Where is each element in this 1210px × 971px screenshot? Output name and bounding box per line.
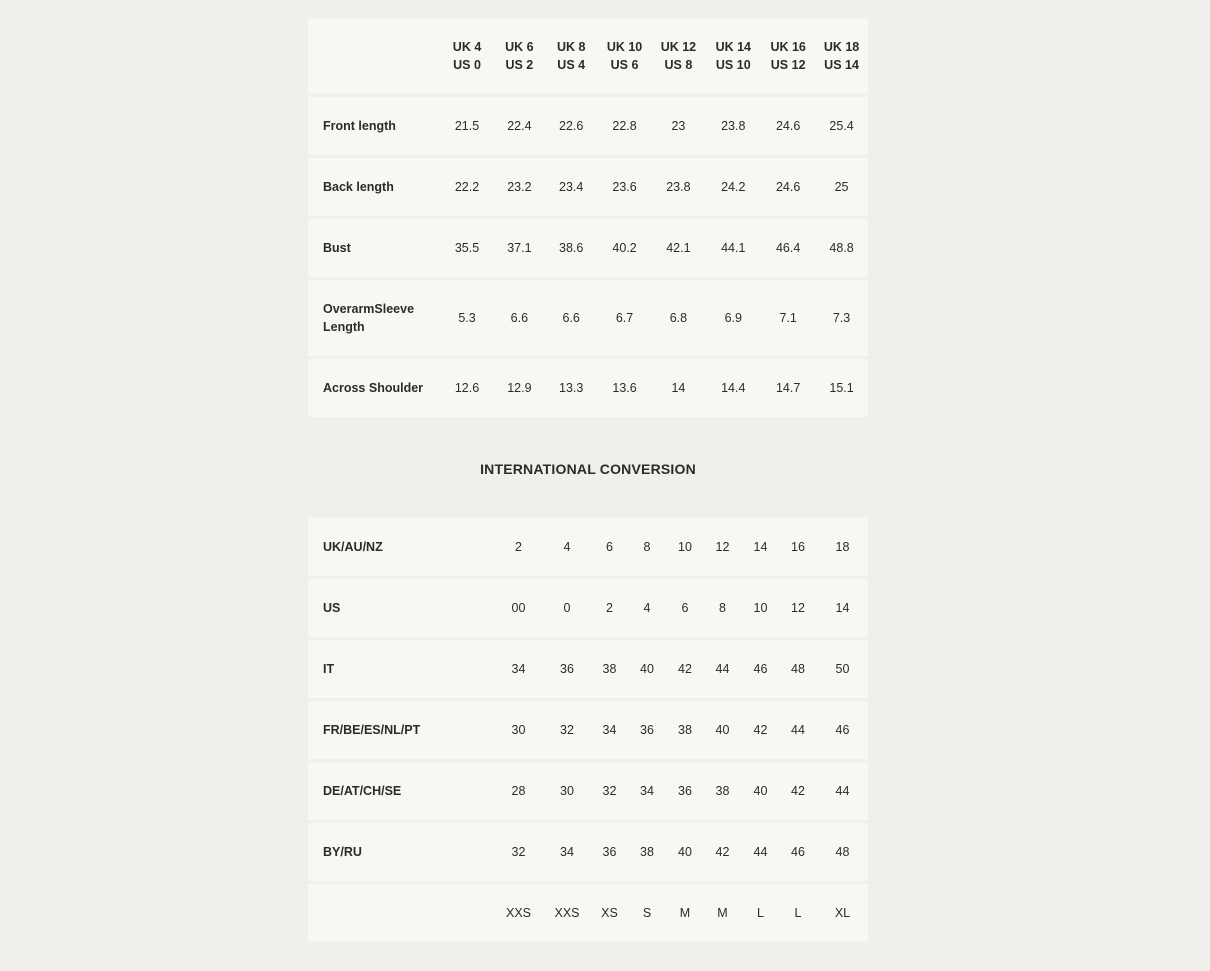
table-cell: 14.7 xyxy=(761,359,815,417)
table-cell: 38 xyxy=(667,701,703,759)
table-row xyxy=(308,97,868,155)
table-cell: 24.6 xyxy=(761,97,815,155)
table-cell: 36 xyxy=(627,701,667,759)
size-header: UK 18 US 14 xyxy=(815,18,868,94)
table-cell: 34 xyxy=(542,823,592,881)
table-cell: 40 xyxy=(703,701,742,759)
table-cell: L xyxy=(779,884,817,942)
table-row xyxy=(308,219,868,277)
table-row xyxy=(308,158,868,216)
table-cell: 40 xyxy=(742,762,779,820)
table-cell: 23.2 xyxy=(494,158,545,216)
table-cell: 42.1 xyxy=(651,219,705,277)
table-cell: 44 xyxy=(817,762,868,820)
table-row xyxy=(308,280,868,356)
table-cell: 44 xyxy=(703,640,742,698)
table-cell: 38 xyxy=(703,762,742,820)
row-label: OverarmSleeve Length xyxy=(308,280,440,356)
table-cell: M xyxy=(667,884,703,942)
table-cell: M xyxy=(703,884,742,942)
table-cell: 6.9 xyxy=(705,280,761,356)
table-cell: 14 xyxy=(742,518,779,576)
measurements-table xyxy=(308,15,868,420)
table-cell: 24.6 xyxy=(761,158,815,216)
table-cell: 46 xyxy=(817,701,868,759)
table-cell: 44 xyxy=(742,823,779,881)
table-cell: 6.6 xyxy=(494,280,545,356)
section-title: INTERNATIONAL CONVERSION xyxy=(480,461,696,477)
table-cell: 13.6 xyxy=(598,359,652,417)
table-cell: 23.8 xyxy=(705,97,761,155)
conversion-table xyxy=(308,515,868,945)
table-cell: 32 xyxy=(592,762,627,820)
table-cell: 7.1 xyxy=(761,280,815,356)
table-cell: 6 xyxy=(592,518,627,576)
row-label: Back length xyxy=(308,158,440,216)
row-label: FR/BE/ES/NL/PT xyxy=(308,701,495,759)
size-guide xyxy=(308,0,868,945)
table-cell: 48 xyxy=(817,823,868,881)
table-cell: 42 xyxy=(779,762,817,820)
table-cell: 2 xyxy=(592,579,627,637)
table-cell: S xyxy=(627,884,667,942)
table-cell: 48 xyxy=(779,640,817,698)
table-cell: 23.6 xyxy=(598,158,652,216)
table-cell: 6 xyxy=(667,579,703,637)
table-row xyxy=(308,762,868,820)
table-cell: 15.1 xyxy=(815,359,868,417)
table-cell: 40.2 xyxy=(598,219,652,277)
row-label: IT xyxy=(308,640,495,698)
row-label xyxy=(308,884,495,942)
table-cell: 6.7 xyxy=(598,280,652,356)
table-cell: 14 xyxy=(651,359,705,417)
table-row xyxy=(308,359,868,417)
table-cell: 28 xyxy=(495,762,542,820)
table-cell: 13.3 xyxy=(545,359,598,417)
table-cell: 34 xyxy=(592,701,627,759)
table-cell: XXS xyxy=(542,884,592,942)
table-cell: XS xyxy=(592,884,627,942)
table-row xyxy=(308,884,868,942)
table-row xyxy=(308,823,868,881)
table-cell: L xyxy=(742,884,779,942)
table-row xyxy=(308,518,868,576)
row-label: UK/AU/NZ xyxy=(308,518,495,576)
table-cell: 32 xyxy=(495,823,542,881)
table-cell: 42 xyxy=(742,701,779,759)
table-cell: 4 xyxy=(627,579,667,637)
table-cell: 38 xyxy=(627,823,667,881)
table-cell: 42 xyxy=(667,640,703,698)
table-cell: 44.1 xyxy=(705,219,761,277)
table-row xyxy=(308,640,868,698)
size-header: UK 16 US 12 xyxy=(761,18,815,94)
size-header-row xyxy=(308,18,868,94)
table-cell: 30 xyxy=(495,701,542,759)
table-cell: 35.5 xyxy=(440,219,494,277)
row-label: BY/RU xyxy=(308,823,495,881)
row-label: US xyxy=(308,579,495,637)
table-cell: 36 xyxy=(592,823,627,881)
table-cell: 25 xyxy=(815,158,868,216)
table-cell: 14 xyxy=(817,579,868,637)
table-cell: 4 xyxy=(542,518,592,576)
table-cell: 22.6 xyxy=(545,97,598,155)
table-cell: 18 xyxy=(817,518,868,576)
size-header: UK 6 US 2 xyxy=(494,18,545,94)
size-header: UK 12 US 8 xyxy=(651,18,705,94)
table-cell: 38.6 xyxy=(545,219,598,277)
table-cell: 8 xyxy=(703,579,742,637)
table-cell: 46.4 xyxy=(761,219,815,277)
table-cell: 12 xyxy=(779,579,817,637)
table-cell: 42 xyxy=(703,823,742,881)
header-empty-cell xyxy=(308,18,440,94)
row-label: Bust xyxy=(308,219,440,277)
row-label: Across Shoulder xyxy=(308,359,440,417)
table-cell: 5.3 xyxy=(440,280,494,356)
table-cell: 14.4 xyxy=(705,359,761,417)
size-header: UK 8 US 4 xyxy=(545,18,598,94)
size-header: UK 4 US 0 xyxy=(440,18,494,94)
size-header: UK 10 US 6 xyxy=(598,18,652,94)
table-cell: 7.3 xyxy=(815,280,868,356)
table-cell: 34 xyxy=(627,762,667,820)
table-cell: 10 xyxy=(667,518,703,576)
size-header: UK 14 US 10 xyxy=(705,18,761,94)
table-cell: 21.5 xyxy=(440,97,494,155)
table-cell: 37.1 xyxy=(494,219,545,277)
table-cell: 36 xyxy=(667,762,703,820)
table-cell: 46 xyxy=(779,823,817,881)
table-cell: 0 xyxy=(542,579,592,637)
table-cell: 23.4 xyxy=(545,158,598,216)
table-cell: 24.2 xyxy=(705,158,761,216)
table-cell: XL xyxy=(817,884,868,942)
table-cell: 32 xyxy=(542,701,592,759)
table-cell: 16 xyxy=(779,518,817,576)
table-cell: 8 xyxy=(627,518,667,576)
table-cell: XXS xyxy=(495,884,542,942)
table-cell: 23.8 xyxy=(651,158,705,216)
table-cell: 40 xyxy=(627,640,667,698)
table-cell: 48.8 xyxy=(815,219,868,277)
table-cell: 12.9 xyxy=(494,359,545,417)
table-cell: 00 xyxy=(495,579,542,637)
table-cell: 34 xyxy=(495,640,542,698)
table-cell: 10 xyxy=(742,579,779,637)
table-cell: 22.4 xyxy=(494,97,545,155)
table-row xyxy=(308,701,868,759)
table-cell: 6.8 xyxy=(651,280,705,356)
table-cell: 40 xyxy=(667,823,703,881)
table-cell: 38 xyxy=(592,640,627,698)
row-label: DE/AT/CH/SE xyxy=(308,762,495,820)
table-cell: 44 xyxy=(779,701,817,759)
table-cell: 25.4 xyxy=(815,97,868,155)
table-cell: 12.6 xyxy=(440,359,494,417)
table-cell: 36 xyxy=(542,640,592,698)
table-cell: 46 xyxy=(742,640,779,698)
table-cell: 30 xyxy=(542,762,592,820)
table-cell: 22.8 xyxy=(598,97,652,155)
table-cell: 6.6 xyxy=(545,280,598,356)
table-cell: 23 xyxy=(651,97,705,155)
table-cell: 2 xyxy=(495,518,542,576)
table-cell: 12 xyxy=(703,518,742,576)
table-row xyxy=(308,579,868,637)
table-cell: 22.2 xyxy=(440,158,494,216)
row-label: Front length xyxy=(308,97,440,155)
table-cell: 50 xyxy=(817,640,868,698)
